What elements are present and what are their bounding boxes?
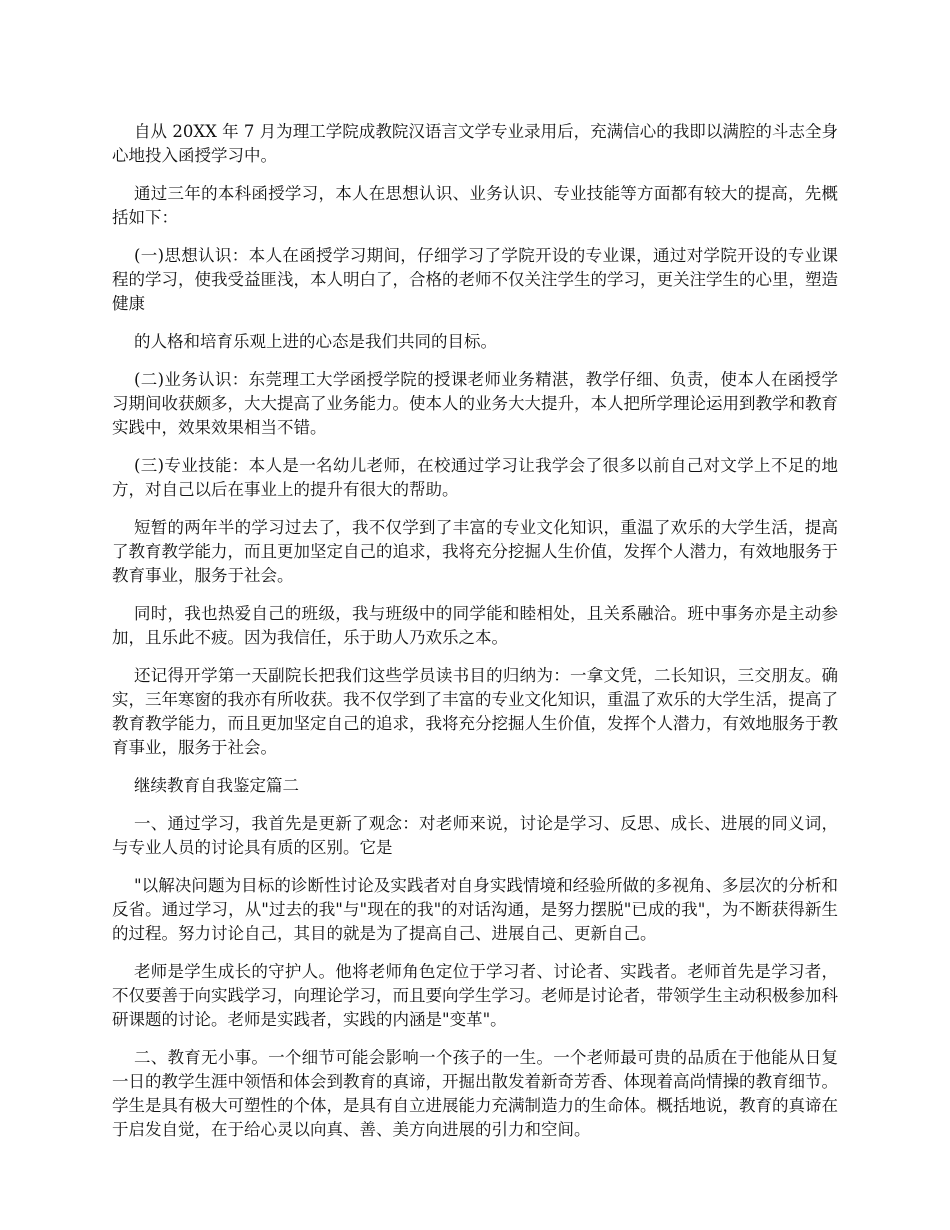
paragraph-education-details: 二、教育无小事。一个细节可能会影响一个孩子的一生。一个老师最可贵的品质在于他能从日复一日的教学生涯中领悟和体会到教育的真谛，开掘出散发着新奇芳香、体现着高尚情操的教育细节。学生是具有极大可塑性的个体，是具有自立进展能力充满制造力的生命体。概括地说，教育的真谛在于启发自觉，在于给心灵以向真、善、美方向进展的引力和空间。 xyxy=(112,1048,838,1139)
paragraph-thought-continued: 的人格和培育乐观上进的心态是我们共同的目标。 xyxy=(134,332,497,351)
paragraph-study-review: 短暂的两年半的学习过去了，我不仅学到了丰富的专业文化知识，重温了欢乐的大学生活，提高了教育教学能力，而且更加坚定自己的追求，我将充分挖掘人生价值，发挥个人潜力，有效地服务于教育事业，服务于社会。 xyxy=(112,518,838,585)
paragraph-summary: 通过三年的本科函授学习，本人在思想认识、业务认识、专业技能等方面都有较大的提高，先概括如下： xyxy=(112,184,838,227)
paragraph-teacher-role: 老师是学生成长的守护人。他将老师角色定位于学习者、讨论者、实践者。老师首先是学习者，不仅要善于向实践学习，向理论学习，而且要向学生学习。老师是讨论者，带领学生主动积极参加科研课题的讨论。老师是实践者，实践的内涵是"变革"。 xyxy=(112,962,838,1029)
paragraph-first-day: 还记得开学第一天副院长把我们这些学员读书目的归纳为：一拿文凭，二长知识，三交朋友。确实，三年寒窗的我亦有所收获。我不仅学到了丰富的专业文化知识，重温了欢乐的大学生活，提高了教育教学能力，而且更加坚定自己的追求，我将充分挖掘人生价值，发挥个人潜力，有效地服务于教育事业，服务于社会。 xyxy=(112,666,838,757)
paragraph-class: 同时，我也热爱自己的班级，我与班级中的同学能和睦相处，且关系融洽。班中事务亦是主动参加，且乐此不疲。因为我信任，乐于助人乃欢乐之本。 xyxy=(112,604,838,647)
paragraph-thought: (一)思想认识：本人在函授学习期间，仔细学习了学院开设的专业课，通过对学院开设的专业课程的学习，使我受益匪浅，本人明白了，合格的老师不仅关注学生的学习，更关注学生的心里，塑造健康 xyxy=(112,246,838,313)
paragraph-quote: "以解决问题为目标的诊断性讨论及实践者对自身实践情境和经验所做的多视角、多层次的分析和反省。通过学习，从"过去的我"与"现在的我"的对话沟通，是努力摆脱"已成的我"，为不断获得新生的过程。努力讨论自己，其目的就是为了提高自己、进展自己、更新自己。 xyxy=(112,876,838,943)
document-body xyxy=(112,120,838,1142)
paragraph-concept: 一、通过学习，我首先是更新了观念：对老师来说，讨论是学习、反思、成长、进展的同义词，与专业人员的讨论具有质的区别。它是 xyxy=(112,814,838,857)
section-heading-part-two: 继续教育自我鉴定篇二 xyxy=(134,776,299,795)
paragraph-business: (二)业务认识：东莞理工大学函授学院的授课老师业务精湛，教学仔细、负责，使本人在函授学习期间收获颇多，大大提高了业务能力。使本人的业务大大提升，本人把所学理论运用到教学和教育实践中，效果效果相当不错。 xyxy=(112,370,838,437)
paragraph-skills: (三)专业技能：本人是一名幼儿老师，在校通过学习让我学会了很多以前自己对文学上不足的地方，对自己以后在事业上的提升有很大的帮助。 xyxy=(112,456,838,499)
paragraph-intro: 自从 20XX 年 7 月为理工学院成教院汉语言文学专业录用后，充满信心的我即以满腔的斗志全身心地投入函授学习中。 xyxy=(112,122,838,165)
